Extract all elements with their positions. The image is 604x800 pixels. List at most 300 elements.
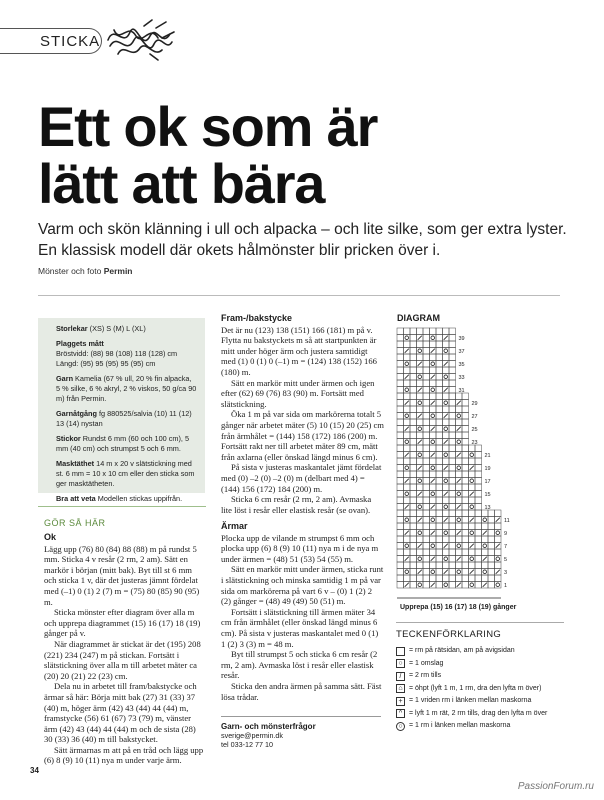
spec-length: Längd: (95) 95 (95) 95 (95) cm bbox=[56, 359, 156, 368]
chart-cell bbox=[456, 458, 463, 465]
chart-cell bbox=[404, 497, 411, 504]
chart-cell bbox=[495, 510, 502, 517]
contact-heading: Garn- och mönsterfrågor bbox=[221, 722, 316, 731]
chart-cell bbox=[430, 471, 437, 478]
chart-cell bbox=[404, 387, 411, 394]
chart-cell bbox=[449, 419, 456, 426]
chart-cell bbox=[423, 556, 430, 563]
chart-cell bbox=[417, 367, 424, 374]
row-number-label: 9 bbox=[504, 531, 508, 537]
chart-cell bbox=[469, 523, 476, 530]
yarn-over-symbol bbox=[483, 518, 487, 522]
chart-cell bbox=[410, 530, 417, 537]
row-number-label: 39 bbox=[458, 336, 465, 342]
decrease-symbol bbox=[431, 531, 435, 535]
chart-cell bbox=[410, 374, 417, 381]
chart-cell bbox=[462, 510, 469, 517]
chart-cell bbox=[410, 517, 417, 524]
instructions-heading: GÖR SÅ HÄR bbox=[44, 518, 106, 528]
decrease-symbol bbox=[431, 479, 435, 483]
chart-cell bbox=[436, 400, 443, 407]
chart-cell bbox=[449, 354, 456, 361]
ok-section bbox=[44, 532, 204, 766]
chart-cell bbox=[430, 484, 437, 491]
chart-cell bbox=[410, 439, 417, 446]
chart-cell bbox=[495, 575, 502, 582]
decrease-symbol bbox=[470, 544, 474, 548]
chart-cell bbox=[462, 419, 469, 426]
chart-cell bbox=[488, 543, 495, 550]
chart-cell bbox=[436, 387, 443, 394]
chart-cell bbox=[397, 367, 404, 374]
row-number-label: 3 bbox=[504, 570, 508, 576]
decrease-symbol bbox=[483, 557, 487, 561]
yarn-over-symbol bbox=[418, 505, 422, 509]
chart-cell bbox=[462, 556, 469, 563]
chart-cell bbox=[404, 491, 411, 498]
chart-cell bbox=[449, 348, 456, 355]
chart-cell bbox=[417, 393, 424, 400]
chart-cell bbox=[449, 400, 456, 407]
chart-cell bbox=[397, 582, 404, 589]
chart-cell bbox=[443, 510, 450, 517]
decrease-symbol bbox=[431, 557, 435, 561]
yarn-over-symbol bbox=[457, 570, 461, 574]
decrease-symbol bbox=[470, 518, 474, 522]
article-title bbox=[38, 95, 578, 215]
diagram-title: DIAGRAM bbox=[397, 313, 440, 323]
yarn-over-symbol bbox=[405, 466, 409, 470]
chart-cell bbox=[449, 510, 456, 517]
chart-cell bbox=[449, 439, 456, 446]
yarn-over-symbol bbox=[405, 414, 409, 418]
row-number-label: 15 bbox=[484, 492, 491, 498]
chart-cell bbox=[404, 393, 411, 400]
chart-cell bbox=[397, 445, 404, 452]
decrease-symbol bbox=[418, 362, 422, 366]
yarn-over-symbol bbox=[418, 557, 422, 561]
chart-cell bbox=[436, 575, 443, 582]
decrease-symbol bbox=[444, 414, 448, 418]
chart-cell bbox=[430, 517, 437, 524]
chart-cell bbox=[410, 354, 417, 361]
decrease-symbol bbox=[431, 375, 435, 379]
yarn-over-symbol bbox=[431, 466, 435, 470]
chart-cell bbox=[449, 328, 456, 335]
sleeves-paragraph: Sticka den andra ärmen på samma sätt. Fäst lösa trådar. bbox=[221, 680, 382, 702]
yarn-over-symbol bbox=[470, 583, 474, 587]
chart-cell bbox=[430, 361, 437, 368]
yarn-over-symbol bbox=[444, 427, 448, 431]
chart-cell bbox=[436, 361, 443, 368]
ok-paragraph: Sätt ärmarnas m att på en tråd och lägg upp (6) 8 (9) 10 (11) nya m under varje ärm. bbox=[44, 744, 204, 766]
chart-cell bbox=[410, 426, 417, 433]
spec-needles-label: Stickor bbox=[56, 434, 81, 443]
chart-cell bbox=[397, 497, 404, 504]
decrease-symbol bbox=[405, 479, 409, 483]
row-number-label: 17 bbox=[484, 479, 491, 485]
chart-cell bbox=[443, 419, 450, 426]
row-number-label: 33 bbox=[458, 375, 465, 381]
yarn-over-symbol bbox=[444, 505, 448, 509]
chart-cell bbox=[397, 556, 404, 563]
legend-item bbox=[396, 658, 571, 671]
divider bbox=[38, 295, 560, 296]
yarn-over-symbol bbox=[457, 414, 461, 418]
chart-cell bbox=[410, 335, 417, 342]
yarn-over-symbol bbox=[405, 518, 409, 522]
chart-cell bbox=[475, 543, 482, 550]
ok-paragraph: Sticka mönster efter diagram över alla m och upprepa diagrammet (15) 16 (17) 18 (19) gånger på v. bbox=[44, 607, 201, 639]
chart-cell bbox=[436, 393, 443, 400]
yarn-over-symbol bbox=[405, 362, 409, 366]
row-number-label: 29 bbox=[471, 401, 478, 407]
decrease-symbol bbox=[418, 466, 422, 470]
chart-cell bbox=[449, 458, 456, 465]
decrease-symbol bbox=[470, 570, 474, 574]
chart-cell bbox=[410, 543, 417, 550]
chart-cell bbox=[397, 432, 404, 439]
chart-cell bbox=[462, 536, 469, 543]
chart-cell bbox=[436, 452, 443, 459]
chart-cell bbox=[462, 491, 469, 498]
legend-title: TECKENFÖRKLARING bbox=[396, 629, 502, 640]
row-number-label: 19 bbox=[484, 466, 491, 472]
chart-cell bbox=[462, 445, 469, 452]
chart-cell bbox=[397, 504, 404, 511]
chart-cell bbox=[482, 536, 489, 543]
chart-cell bbox=[404, 328, 411, 335]
chart-cell bbox=[456, 497, 463, 504]
chart-cell bbox=[417, 471, 424, 478]
yarn-over-symbol bbox=[418, 479, 422, 483]
chart-cell bbox=[404, 354, 411, 361]
chart-cell bbox=[410, 465, 417, 472]
decrease-symbol bbox=[444, 466, 448, 470]
chart-cell bbox=[410, 556, 417, 563]
chart-cell bbox=[404, 510, 411, 517]
chart-cell bbox=[449, 380, 456, 387]
chart-cell bbox=[397, 549, 404, 556]
contact-email[interactable]: sverige@permin.dk bbox=[221, 731, 284, 740]
chart-cell bbox=[410, 523, 417, 530]
chart-cell bbox=[443, 328, 450, 335]
chart-cell bbox=[456, 445, 463, 452]
spec-yarn bbox=[56, 374, 197, 404]
chart-cell bbox=[443, 458, 450, 465]
chart-cell bbox=[443, 582, 450, 589]
chart-cell bbox=[469, 536, 476, 543]
yarn-over-symbol bbox=[470, 453, 474, 457]
spec-needles bbox=[56, 434, 197, 454]
spec-measurements-label: Plaggets mått bbox=[56, 339, 104, 348]
ok-paragraph: Lägg upp (76) 80 (84) 88 (88) m på rundst 5 mm. Sticka 4 v resår (2 rm, 2 am). Sätt en markör i början (mitt bak). Byt till st 6 mm och sticka 1 v, där det justeras jämnt fördelat med (–1) 0 (1) 2 (7) m = (75) 80 (85) 90 (95) m. bbox=[44, 543, 200, 607]
chart-cell bbox=[410, 400, 417, 407]
chart-cell bbox=[449, 465, 456, 472]
chart-cell bbox=[488, 549, 495, 556]
chart-cell bbox=[417, 374, 424, 381]
watermark: PassionForum.ru bbox=[517, 781, 594, 792]
chart-cell bbox=[423, 536, 430, 543]
chart-cell bbox=[404, 432, 411, 439]
chart-cell bbox=[449, 517, 456, 524]
spec-note-value: Modellen stickas uppifrån. bbox=[95, 494, 183, 503]
yarn-over-symbol bbox=[405, 544, 409, 548]
contact-phone: tel 033-12 77 10 bbox=[221, 740, 273, 749]
chart-cell bbox=[488, 517, 495, 524]
chart-cell bbox=[443, 523, 450, 530]
chart-cell bbox=[475, 569, 482, 576]
chart-cell bbox=[436, 510, 443, 517]
chart-cell bbox=[449, 497, 456, 504]
chart-cell bbox=[410, 380, 417, 387]
chart-cell bbox=[456, 491, 463, 498]
chart-cell bbox=[436, 530, 443, 537]
chart-cell bbox=[462, 523, 469, 530]
twisted-increase-icon: + bbox=[396, 697, 405, 706]
spec-sizes-label: Storlekar bbox=[56, 324, 88, 333]
chart-cell bbox=[469, 497, 476, 504]
yarn-over-symbol bbox=[496, 531, 500, 535]
row-number-label: 7 bbox=[504, 544, 508, 550]
chart-cell bbox=[456, 543, 463, 550]
chart-cell bbox=[462, 452, 469, 459]
chart-cell bbox=[475, 562, 482, 569]
chart-cell bbox=[423, 426, 430, 433]
chart-cell bbox=[449, 393, 456, 400]
yarn-over-symbol bbox=[418, 401, 422, 405]
body-section bbox=[221, 313, 384, 515]
chart-cell bbox=[482, 575, 489, 582]
chart-cell bbox=[397, 400, 404, 407]
body-heading: Fram-/bakstycke bbox=[221, 313, 293, 323]
chart-cell bbox=[430, 341, 437, 348]
chart-cell bbox=[462, 471, 469, 478]
spec-yarn-amount bbox=[56, 409, 197, 429]
body-paragraph: Sticka 6 cm resår (2 rm, 2 am). Avmaska lite löst i resår eller elastisk resår (se ovan). bbox=[221, 494, 372, 515]
chart-cell bbox=[443, 393, 450, 400]
page-number: 34 bbox=[30, 766, 39, 775]
decrease-symbol bbox=[457, 401, 461, 405]
chart-cell bbox=[436, 491, 443, 498]
chart-cell bbox=[430, 419, 437, 426]
chart-cell bbox=[397, 387, 404, 394]
chart-cell bbox=[449, 549, 456, 556]
chart-cell bbox=[495, 549, 502, 556]
chart-cell bbox=[475, 536, 482, 543]
decrease-symbol bbox=[405, 401, 409, 405]
decrease-symbol bbox=[431, 505, 435, 509]
chart-cell bbox=[404, 361, 411, 368]
contact-info bbox=[221, 722, 381, 749]
section-tag bbox=[0, 28, 102, 54]
chart-cell bbox=[410, 575, 417, 582]
decrease-symbol bbox=[496, 518, 500, 522]
yarn-over-symbol bbox=[483, 570, 487, 574]
legend-text: = lyft 1 m rät, 2 rm tills, drag den lyfta m över bbox=[409, 709, 548, 717]
yarn-over-symbol bbox=[418, 453, 422, 457]
chart-cell bbox=[423, 465, 430, 472]
chart-cell bbox=[397, 374, 404, 381]
chart-cell bbox=[436, 465, 443, 472]
decrease-symbol bbox=[405, 427, 409, 431]
chart-cell bbox=[462, 458, 469, 465]
legend-item bbox=[396, 645, 571, 658]
chart-cell bbox=[430, 354, 437, 361]
decrease-symbol bbox=[431, 453, 435, 457]
spec-gauge bbox=[56, 459, 197, 489]
chart-cell bbox=[430, 543, 437, 550]
decrease-symbol bbox=[457, 583, 461, 587]
spec-bust: Bröstvidd: (88) 98 (108) 118 (128) cm bbox=[56, 349, 178, 358]
chart-cell bbox=[404, 341, 411, 348]
chart-cell bbox=[469, 556, 476, 563]
chart-cell bbox=[404, 439, 411, 446]
chart-cell bbox=[436, 426, 443, 433]
decrease-symbol bbox=[444, 440, 448, 444]
legend-text: = 1 omslag bbox=[409, 659, 444, 667]
decrease-symbol bbox=[444, 492, 448, 496]
chart-cell bbox=[449, 569, 456, 576]
chart-cell bbox=[462, 569, 469, 576]
chart-cell bbox=[482, 569, 489, 576]
chart-cell bbox=[443, 549, 450, 556]
chart-cell bbox=[436, 348, 443, 355]
chart-cell bbox=[404, 406, 411, 413]
chart-cell bbox=[449, 367, 456, 374]
chart-cell bbox=[456, 562, 463, 569]
decrease-symbol bbox=[405, 557, 409, 561]
yarn-over-symbol bbox=[496, 557, 500, 561]
yarn-over-symbol bbox=[444, 401, 448, 405]
chart-cell bbox=[469, 504, 476, 511]
decrease-symbol bbox=[496, 570, 500, 574]
chart-cell bbox=[475, 510, 482, 517]
chart-cell bbox=[443, 478, 450, 485]
chart-cell bbox=[404, 445, 411, 452]
chart-cell bbox=[436, 471, 443, 478]
yarn-over-symbol bbox=[431, 544, 435, 548]
chart-cell bbox=[410, 510, 417, 517]
chart-cell bbox=[436, 549, 443, 556]
chart-cell bbox=[449, 335, 456, 342]
decrease-symbol bbox=[418, 336, 422, 340]
spec-yarn-value: Kamelia (67 % ull, 20 % fin alpacka, 5 % silke, 6 % akryl, 2 % viskos, 50 g/ca 90 m) från Permin. bbox=[56, 374, 197, 403]
chart-cell bbox=[462, 517, 469, 524]
body-paragraph: På sista v justeras maskantalet jämt fördelat med (0) –2 (0) –2 (0) m (delbart med 4) = (144) 156 (172) 184 (200) m. bbox=[221, 462, 382, 494]
chart-cell bbox=[417, 380, 424, 387]
chart-cell bbox=[449, 556, 456, 563]
credit-line bbox=[38, 266, 133, 276]
chart-cell bbox=[443, 575, 450, 582]
row-number-label: 21 bbox=[484, 453, 491, 459]
chart-cell bbox=[443, 497, 450, 504]
chart-cell bbox=[469, 562, 476, 569]
chart-cell bbox=[404, 543, 411, 550]
chart-cell bbox=[488, 575, 495, 582]
chart-cell bbox=[469, 510, 476, 517]
yarn-over-symbol bbox=[470, 479, 474, 483]
chart-cell bbox=[430, 497, 437, 504]
chart-cell bbox=[397, 530, 404, 537]
yarn-over-symbol bbox=[405, 440, 409, 444]
chart-cell bbox=[449, 478, 456, 485]
chart-cell bbox=[417, 549, 424, 556]
chart-cell bbox=[495, 530, 502, 537]
chart-cell bbox=[410, 445, 417, 452]
chart-cell bbox=[443, 452, 450, 459]
yarn-over-symbol bbox=[418, 583, 422, 587]
chart-cell bbox=[462, 497, 469, 504]
row-number-label: 1 bbox=[504, 583, 508, 589]
chart-cell bbox=[423, 562, 430, 569]
section-tag-label: STICKA bbox=[40, 32, 101, 50]
chart-cell bbox=[417, 445, 424, 452]
chart-cell bbox=[423, 543, 430, 550]
chart-cell bbox=[397, 484, 404, 491]
chart-cell bbox=[430, 413, 437, 420]
chart-cell bbox=[449, 543, 456, 550]
chart-cell bbox=[475, 478, 482, 485]
chart-cell bbox=[423, 445, 430, 452]
chart-cell bbox=[410, 413, 417, 420]
decrease-symbol bbox=[444, 518, 448, 522]
chart-cell bbox=[449, 536, 456, 543]
yarn-over-symbol bbox=[470, 557, 474, 561]
chart-cell bbox=[436, 582, 443, 589]
chart-cell bbox=[449, 523, 456, 530]
chart-cell bbox=[443, 341, 450, 348]
yarn-over-symbol bbox=[496, 583, 500, 587]
legend-text: = 1 rm i länken mellan maskorna bbox=[409, 722, 511, 730]
chart-cell bbox=[488, 569, 495, 576]
chart-cell bbox=[417, 354, 424, 361]
yarn-over-symbol bbox=[444, 557, 448, 561]
chart-cell bbox=[397, 458, 404, 465]
chart-cell bbox=[430, 406, 437, 413]
yarn-over-symbol bbox=[483, 544, 487, 548]
sleeves-section bbox=[221, 521, 384, 702]
chart-cell bbox=[436, 478, 443, 485]
sleeves-paragraph: Plocka upp de vilande m strumpst 6 mm och plocka upp (6) 8 (9) 10 (11) nya m i de nya m under ärmen = (48) 51 (53) 54 (55) m. bbox=[221, 532, 379, 564]
yarn-over-symbol bbox=[444, 531, 448, 535]
chart-cell bbox=[475, 484, 482, 491]
chart-cell bbox=[443, 536, 450, 543]
chart-cell bbox=[423, 497, 430, 504]
chart-cell bbox=[462, 549, 469, 556]
chart-cell bbox=[417, 452, 424, 459]
chart-cell bbox=[449, 530, 456, 537]
chart-cell bbox=[410, 452, 417, 459]
chart-cell bbox=[443, 348, 450, 355]
knit-stitch-icon bbox=[396, 647, 405, 656]
chart-cell bbox=[462, 543, 469, 550]
row-number-label: 23 bbox=[471, 440, 478, 446]
chart-cell bbox=[475, 471, 482, 478]
chart-cell bbox=[449, 484, 456, 491]
chart-cell bbox=[449, 491, 456, 498]
chart-cell bbox=[430, 387, 437, 394]
decrease-symbol bbox=[483, 531, 487, 535]
decrease-symbol bbox=[457, 479, 461, 483]
chart-cell bbox=[430, 575, 437, 582]
chart-cell bbox=[410, 458, 417, 465]
intro-text bbox=[38, 219, 583, 261]
chart-cell bbox=[436, 458, 443, 465]
chart-cell bbox=[417, 419, 424, 426]
chart-cell bbox=[404, 517, 411, 524]
chart-cell bbox=[397, 575, 404, 582]
